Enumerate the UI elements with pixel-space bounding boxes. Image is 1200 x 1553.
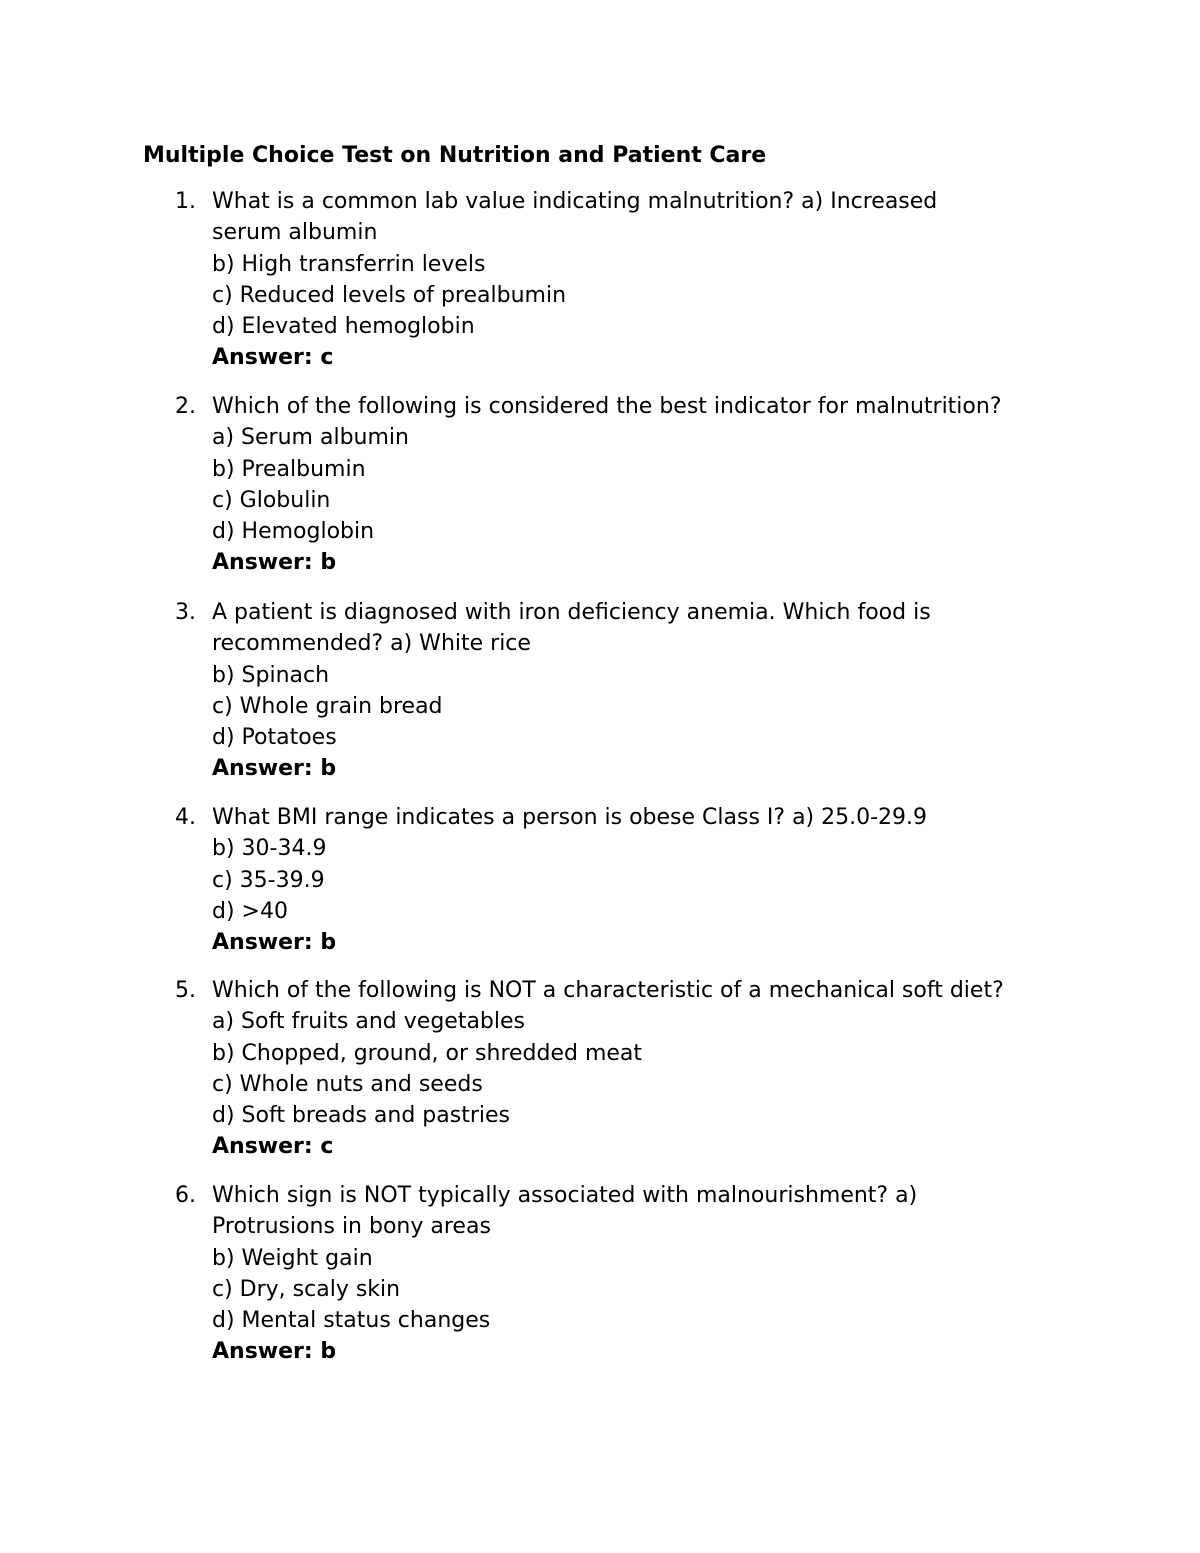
option-line: d) Potatoes: [212, 725, 337, 751]
option-line: b) 30-34.9: [212, 836, 327, 862]
answer-label: Answer: b: [212, 1339, 337, 1365]
question-body: [212, 391, 1082, 579]
question-body: [212, 1180, 1082, 1368]
question-line: Protrusions in bony areas: [212, 1214, 491, 1240]
option-line: d) >40: [212, 898, 288, 924]
question-number: 4.: [175, 805, 196, 830]
question-number: 5.: [175, 978, 196, 1003]
option-line: b) Chopped, ground, or shredded meat: [212, 1040, 643, 1066]
answer-label: Answer: b: [212, 930, 337, 956]
question-body: [212, 802, 1082, 958]
document-title: Multiple Choice Test on Nutrition and Patient Care: [143, 143, 767, 168]
option-line: c) Reduced levels of prealbumin: [212, 282, 567, 308]
option-line: a) Serum albumin: [212, 425, 409, 451]
question-body: [212, 186, 1082, 374]
option-line: c) Whole grain bread: [212, 693, 443, 719]
option-line: d) Soft breads and pastries: [212, 1103, 510, 1129]
question-line: What is a common lab value indicating malnutrition? a) Increased: [212, 189, 938, 214]
option-line: b) Spinach: [212, 662, 330, 688]
answer-label: Answer: c: [212, 1134, 334, 1160]
answer-label: Answer: b: [212, 756, 337, 782]
option-line: c) Whole nuts and seeds: [212, 1071, 483, 1097]
question-body: [212, 597, 1082, 785]
question-line: Which sign is NOT typically associated with malnourishment? a): [212, 1183, 918, 1208]
option-line: a) Soft fruits and vegetables: [212, 1009, 526, 1035]
question-line: What BMI range indicates a person is obese Class I? a) 25.0-29.9: [212, 805, 928, 830]
question-line: Which of the following is NOT a characteristic of a mechanical soft diet?: [212, 978, 1004, 1003]
option-line: d) Hemoglobin: [212, 519, 375, 545]
question-body: [212, 975, 1082, 1163]
option-line: c) Globulin: [212, 487, 331, 513]
option-line: b) High transferrin levels: [212, 251, 486, 277]
option-line: d) Mental status changes: [212, 1308, 491, 1334]
option-line: c) 35-39.9: [212, 867, 325, 893]
question-number: 3.: [175, 600, 196, 625]
answer-label: Answer: b: [212, 550, 337, 576]
option-line: b) Prealbumin: [212, 456, 366, 482]
question-line: Which of the following is considered the best indicator for malnutrition?: [212, 394, 1002, 419]
answer-label: Answer: c: [212, 345, 334, 371]
option-line: c) Dry, scaly skin: [212, 1276, 401, 1302]
question-line: serum albumin: [212, 220, 378, 246]
option-line: d) Elevated hemoglobin: [212, 314, 475, 340]
question-number: 6.: [175, 1183, 196, 1208]
question-number: 2.: [175, 394, 196, 419]
question-line: recommended? a) White rice: [212, 631, 531, 657]
question-line: A patient is diagnosed with iron deficiency anemia. Which food is: [212, 600, 931, 625]
option-line: b) Weight gain: [212, 1245, 373, 1271]
question-number: 1.: [175, 189, 196, 214]
